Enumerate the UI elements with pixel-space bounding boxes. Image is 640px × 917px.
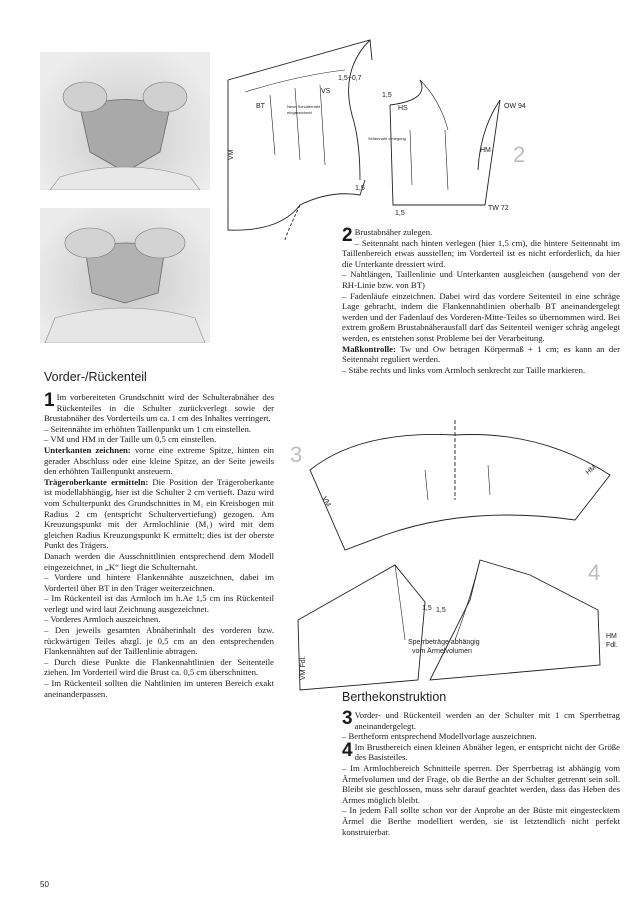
d4-vmf: VM Fdl. — [300, 655, 307, 680]
right-top-text — [342, 227, 620, 375]
diagram-1 — [228, 40, 372, 240]
left-para: – Den jeweils gesamten Abnäherinhalt des vorderen bzw. rückwärtigen Teiles abzgl. je 0,5 cm an den entsprechenden Flankennähten auf der Taillenlinie abtragen. — [44, 625, 274, 657]
berthe-para: Im Brustbereich einen kleinen Abnäher legen, er entspricht nicht der Größe des Basisteiles. — [354, 741, 620, 763]
left-para: – VM und HM in der Taille um 0,5 cm einstellen. — [44, 434, 217, 445]
d2-t15: 1,5 — [382, 92, 392, 99]
d1-vm: VM — [228, 149, 235, 160]
right-para: – Seitennaht nach hinten verlegen (hier 1,5 cm), die hintere Seitennaht im Taillenbereich etwas ausstellen; im Vorderteil ist es nicht erforderlich, da hier die Unterkante dressiert wird. — [342, 237, 620, 269]
d4-fdl: Fdl. — [606, 642, 618, 649]
traeger-text: Die Position der Trägeroberkante ist modellabhängig, hier ist die Schulter 2 cm vertieft. Dazu wird vom Schulterpunkt des Grundschnittes in M₁ ein Kreisbogen mit Radius 2 cm (entspricht Schultervertiefung) gezogen. Am Kreuzungspunkt mit der Armlochlinie (M₁) wird mit dem gleichen Radius Kreuzungspunkt K ermittelt; dies ist der oberste Punkt des Trägers. — [44, 476, 274, 551]
d4-sperr2: vom Ärmelvolumen — [412, 648, 472, 655]
d4-c2: 1,5 — [436, 607, 446, 614]
d2-hs: HS — [398, 105, 408, 112]
dropcap-1: 1 — [44, 390, 55, 411]
d1-note1: Neue Schulternaht — [287, 104, 321, 109]
d3-vm: VM — [320, 495, 332, 509]
left-para: – Vorderes Armloch auszeichnen. — [44, 614, 161, 625]
berthe-para: Vorder- und Rückenteil werden an der Schulter mit 1 cm Sperrbetrag aneinandergelegt. — [354, 710, 620, 731]
diagram-2 — [368, 80, 526, 217]
d1-vs: VS — [321, 88, 331, 95]
left-para: – Durch diese Punkte die Flankennahtlinien der Seitenteile ziehen. Im Vorderteil wird die Brust ca. 0,5 cm überschnitten. — [44, 656, 274, 678]
masskontrolle-text: Tw und Ow betragen Körpermaß + 1 cm; es kann an der Seitennaht reguliert werden. — [342, 343, 620, 365]
d2-b15: 1,5 — [395, 210, 405, 217]
d4-sperr1: Sperrbeträge abhängig — [408, 639, 480, 646]
d3-num: 3 — [290, 442, 303, 467]
section-heading-vorder-rueckenteil: Vorder-/Rückenteil — [44, 370, 147, 384]
d4-num: 4 — [588, 560, 601, 585]
dropcap-2: 2 — [342, 225, 353, 246]
unterkanten-label: Unterkanten zeichnen: — [44, 444, 131, 455]
masskontrolle-label: Maßkontrolle: — [342, 343, 396, 354]
diagram-4 — [298, 560, 618, 690]
left-column — [44, 370, 274, 699]
diagram-3 — [290, 420, 610, 550]
d3-hm: HM — [584, 464, 598, 477]
page-number: 50 — [40, 880, 49, 889]
left-text — [44, 392, 274, 699]
d4-hm: HM — [606, 633, 617, 640]
left-para: Danach werden die Ausschnittlinien entsprechend dem Modell eingezeichnet, in „K“ liegt die Schulternaht. — [44, 550, 274, 572]
traeger-label: Trägeroberkante ermitteln: — [44, 476, 149, 487]
berthe-para: – Bertheform entsprechend Modellvorlage auszeichnen. — [342, 731, 537, 742]
dropcap-4: 4 — [342, 739, 353, 761]
left-para: – Vordere und hintere Flankennähte auszeichnen, dabei im Vorderteil über BT in den Träger weiterzeichnen. — [44, 572, 274, 593]
left-para: – Im Rückenteil ist das Armloch im h.Ae 1,5 cm ins Rückenteil verlegt und wird laut Zeichnung ausgezeichnet. — [44, 593, 274, 614]
d2-ow: OW 94 — [504, 103, 526, 110]
left-para: – Im Rückenteil sollten die Nahtlinien im unteren Bereich exakt aneinanderpassen. — [44, 678, 274, 699]
berthe-para: – In jedem Fall sollte schon vor der Anprobe an der Büste mit eingestecktem Ärmel die Berthe modelliert werden, sie ist letztendlich nicht perfekt konstruierbar. — [342, 805, 620, 837]
berthe-para: – Im Armlochbereich Schnitteile sperren. Der Sperrbetrag ist abhängig vom Ärmelvolumen und der Frage, ob die Berthe an der Schulter getrennt sein soll. Bleibt sie geschlossen, muss sehr darauf geachtet werden, dass das Heben des Armes möglich bleibt. — [342, 762, 620, 805]
section-heading-berthekonstruktion: Berthekonstruktion — [342, 690, 447, 704]
d1-measure: 1,5+0,7 — [338, 75, 362, 82]
left-para: Im vorbereiteten Grundschnitt wird der Schulterabnäher des Rückenteiles in die Schulter zurückverlegt sowie der Brustabnäher des Vorderteils um ca. 1 cm des Inhaltes verringert. — [44, 392, 274, 424]
d2-note: Seitennaht verlegung — [368, 136, 406, 141]
right-bottom — [342, 690, 620, 837]
d2-hm: HM — [480, 147, 491, 154]
right-para: – Fadenläufe einzeichnen. Dabei wird das vordere Seitenteil in eine schräge Lage gebracht, indem die Flankennahtlinien oberhalb BT aneinandergelegt werden und der Fadenlauf des Vorderen-Mitte-Teiles so übernommen wird. Bei extrem großem Brustabnäherausfall darf das Seitenteil weniger schräg angelegt werden, es entstehen sonst Probleme bei der Verarbeitung. — [342, 290, 620, 343]
d1-note2: eingezeichnet — [287, 110, 312, 115]
right-para: Brustabnäher zulegen. — [354, 227, 433, 237]
d2-tw: TW 72 — [488, 205, 509, 212]
d1-bt: BT — [256, 103, 265, 110]
right-para: – Nahtlängen, Taillenlinie und Unterkanten ausgleichen (ausgehend von der RH-Linie bzw. von BT) — [342, 269, 620, 290]
left-para: – Seitennähte im erhöhten Taillenpunkt um 1 cm einstellen. — [44, 423, 251, 434]
d1-b15: 1,5 — [355, 185, 365, 192]
d4-c1: 1,5 — [422, 605, 432, 612]
d2-num: 2 — [513, 142, 526, 167]
right-para: – Stäbe rechts und links vom Armloch senkrecht zur Taille markieren. — [342, 364, 586, 375]
unterkanten-text: vorne eine extreme Spitze, hinten ein gerader Abschluss oder eine kleine Spitze, an der Seite jeweils den erhöhten Taillenpunkt ansteuern. — [44, 444, 274, 477]
dropcap-3: 3 — [342, 708, 353, 729]
right-bottom-text — [342, 710, 620, 837]
